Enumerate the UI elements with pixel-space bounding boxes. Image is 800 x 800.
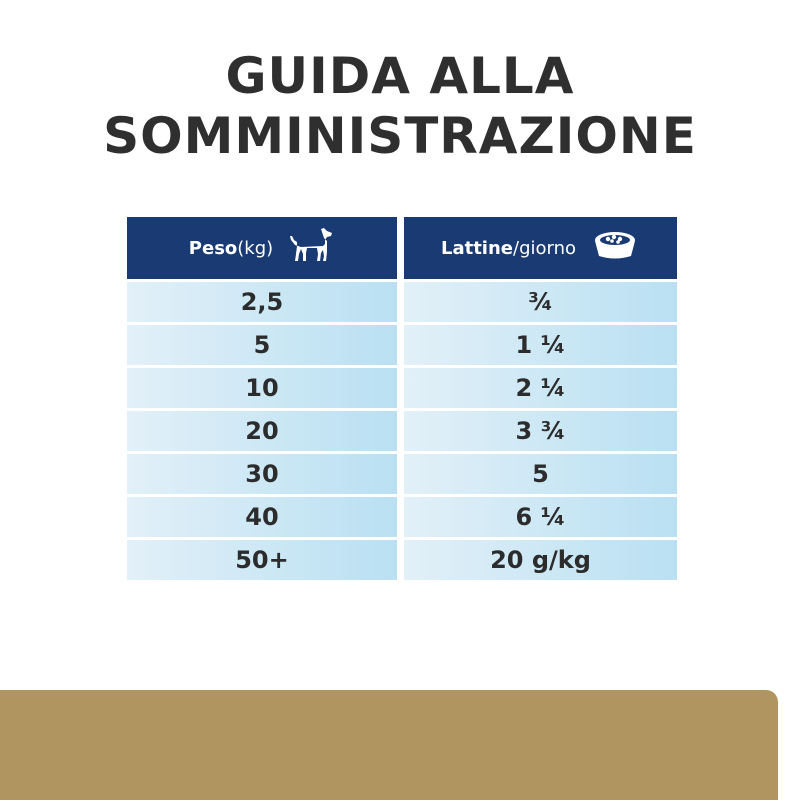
header-weight-label: Peso	[188, 237, 238, 259]
weight-cell: 50+	[127, 540, 397, 580]
table-row	[127, 325, 677, 365]
weight-cell: 10	[127, 368, 397, 408]
weight-cell: 30	[127, 454, 397, 494]
cans-cell: 6 ¼	[404, 497, 677, 537]
footer-color-band	[0, 690, 778, 800]
table-row	[127, 411, 677, 451]
weight-cell: 5	[127, 325, 397, 365]
header-cans-unit: /giorno	[513, 237, 577, 259]
weight-cell: 40	[127, 497, 397, 537]
weight-cell: 2,5	[127, 282, 397, 322]
food-bowl-icon	[576, 228, 640, 269]
cans-cell: 2 ¼	[404, 368, 677, 408]
cans-cell: 20 g/kg	[404, 540, 677, 580]
table-row	[127, 454, 677, 494]
cans-cell: 5	[404, 454, 677, 494]
weight-cell: 20	[127, 411, 397, 451]
header-weight-unit: (kg)	[237, 237, 274, 259]
cans-cell: ¾	[404, 282, 677, 322]
page-title	[0, 46, 800, 166]
dog-icon	[273, 226, 335, 271]
header-weight	[127, 217, 397, 279]
title-line-1: GUIDA ALLA	[225, 47, 575, 105]
table-row	[127, 540, 677, 580]
cans-cell: 3 ¾	[404, 411, 677, 451]
table-header	[127, 217, 677, 279]
title-line-2: SOMMINISTRAZIONE	[103, 107, 697, 165]
feeding-table	[127, 217, 677, 580]
table-row	[127, 368, 677, 408]
header-cans	[404, 217, 677, 279]
header-cans-label: Lattine	[440, 237, 513, 259]
table-row	[127, 497, 677, 537]
table-row	[127, 282, 677, 322]
table-body	[127, 282, 677, 580]
cans-cell: 1 ¼	[404, 325, 677, 365]
